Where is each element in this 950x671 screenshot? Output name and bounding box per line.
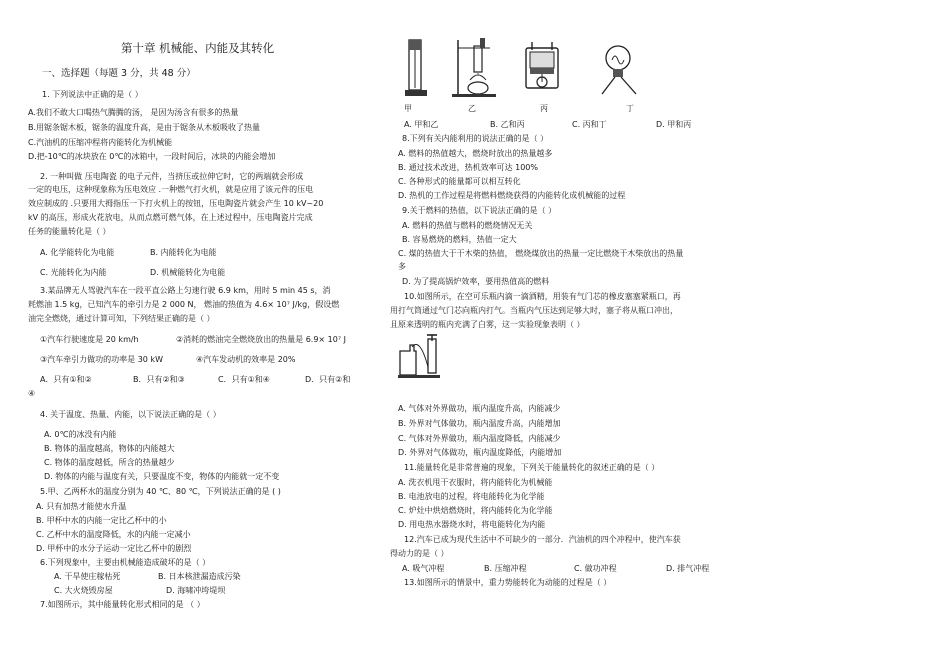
option-d: D. 外界对气体做功，瓶内温度降低，内能增加 — [398, 448, 562, 457]
option-d: D. 海啸冲垮堤坝 — [166, 586, 226, 595]
question-13-stem: 13.如图所示的情景中，重力势能转化为动能的过程是（ ） — [404, 578, 612, 587]
option-d: D．只有②和 — [305, 375, 351, 384]
figure-jia — [403, 36, 431, 98]
option-c: C. 炉灶中烘焙燃烧时，将内能转化为化学能 — [398, 506, 553, 515]
option-b: B. 日本核泄漏造成污染 — [158, 572, 241, 581]
figure-label-ding: 丁 — [626, 104, 634, 113]
option-c-wrap: 多 — [398, 262, 406, 271]
option-a: A．只有①和② — [40, 375, 92, 384]
option-a: A. 吸气冲程 — [402, 564, 445, 573]
q7-figure-row — [400, 36, 660, 102]
option-b: B．只有②和③ — [133, 375, 185, 384]
option-a: A. 化学能转化为电能 — [40, 248, 115, 257]
option-d: D. 为了提高锅炉效率，要用热值高的燃料 — [402, 277, 550, 286]
option-a: A. 只有加热才能使水升温 — [36, 502, 127, 511]
option-c: C. 做功冲程 — [574, 564, 617, 573]
option-c: C. 气体对外界做功，瓶内温度降低，内能减少 — [398, 434, 561, 443]
question-stem: 11.能量转化是非常普遍的现象，下列关于能量转化的叙述正确的是（ ） — [404, 463, 660, 472]
option-b: B. 通过技术改进，热机效率可达 100% — [398, 163, 538, 172]
option-a: A.我们不敢大口喝热气腾腾的汤， 是因为汤含有很多的热量 — [28, 108, 239, 117]
option-d-wrap: ④ — [28, 389, 36, 398]
question-stem: 6.下列现象中，主要由机械能造成破坏的是（ ） — [40, 558, 211, 567]
option-b: B.用锯条锯木板，锯条的温度升高，是由于锯条从木板吸收了热量 — [28, 123, 261, 132]
option-b: B. 外界对气体做功，瓶内温度升高，内能增加 — [398, 419, 561, 428]
option-c: C. 物体的温度越低，所含的热量越少 — [44, 458, 175, 467]
option-a: A. 0℃的冰没有内能 — [44, 430, 117, 439]
question-stem: 8.下列有关内能利用的说法正确的是（ ） — [402, 134, 549, 143]
question-stem-line: 3.某品牌无人驾驶汽车在一段平直公路上匀速行驶 6.9 km，用时 5 min 45 s，消 — [40, 286, 331, 295]
statement-2: ②消耗的燃油完全燃烧放出的热量是 6.9× 10⁷ J — [176, 335, 346, 344]
question-stem: 4. 关于温度、热量、内能，以下说法正确的是（ ） — [40, 410, 221, 419]
figure-label-bing: 丙 — [540, 104, 548, 113]
question-stem-line: 且原来透明的瓶内充满了白雾，这一实验现象表明（ ） — [390, 320, 585, 329]
question-stem-line: 12.汽车已成为现代生活中不可缺少的一部分．汽油机的四个冲程中，使汽车获 — [404, 535, 681, 544]
question-7-stem: 7.如图所示，其中能量转化形式相同的是 （ ） — [40, 600, 205, 609]
figure-label-jia: 甲 — [404, 104, 412, 113]
figure-ding — [596, 38, 640, 98]
question-stem-line: 任务的能量转化是（ ） — [28, 227, 111, 236]
option-b: B. 容易燃烧的燃料，热值一定大 — [402, 235, 517, 244]
figure-label-yi: 乙 — [468, 104, 476, 113]
option-c: C. 煤的热值大于干木柴的热值， 燃烧煤放出的热量一定比燃烧干木柴放出的热量 — [398, 249, 684, 258]
figure-yi — [450, 36, 500, 98]
question-stem: 9.关于燃料的热值，以下说法正确的是（ ） — [402, 206, 557, 215]
option-d: D. 物体的内能与温度有关，只要温度不变，物体的内能就一定不变 — [44, 472, 280, 481]
option-a: A. 燃料的热值与燃料的燃烧情况无关 — [402, 221, 533, 230]
option-d: D.把-10℃的冰块放在 0℃的冰箱中，一段时间后，冰块的内能会增加 — [28, 152, 276, 161]
option-b: B. 电池放电的过程，将电能转化为化学能 — [398, 492, 545, 501]
question-stem-line: 耗燃油 1.5 kg，已知汽车的牵引力是 2 000 N， 燃油的热值为 4.6× 10⁷ J/kg，假设燃 — [28, 300, 340, 309]
chapter-title: 第十章 机械能、内能及其转化 — [121, 41, 275, 55]
option-b: B. 物体的温度越高，物体的内能越大 — [44, 444, 175, 453]
option-a: A. 甲和乙 — [404, 120, 439, 129]
question-stem-line: 油完全燃烧，通过计算可知，下列结果正确的是（ ） — [28, 314, 215, 323]
option-a: A. 气体对外界做功，瓶内温度升高，内能减少 — [398, 404, 561, 413]
option-c: C. 丙和丁 — [572, 120, 607, 129]
figure-bing — [522, 40, 562, 96]
option-d: D. 甲杯中的水分子运动一定比乙杯中的剧烈 — [36, 544, 192, 553]
question-stem-line: 效应制成的 .只要用大拇指压一下打火机上的按钮，压电陶瓷片就会产生 10 kV~20 — [28, 199, 324, 208]
option-b: B. 内能转化为电能 — [150, 248, 217, 257]
option-d: D. 排气冲程 — [666, 564, 710, 573]
question-stem-line: 得动力的是（ ） — [390, 549, 449, 558]
option-a: A. 洗衣机甩干衣服时，将内能转化为机械能 — [398, 478, 553, 487]
question-stem-line: 10.如图所示，在空可乐瓶内滴一滴酒精，用装有气门芯的橡皮塞塞紧瓶口，再 — [404, 292, 681, 301]
option-d: D. 热机的工作过程是将燃料燃烧获得的内能转化成机械能的过程 — [398, 191, 626, 200]
option-c: C. 光能转化为内能 — [40, 268, 107, 277]
option-d: D. 甲和丙 — [656, 120, 692, 129]
section-heading: 一、选择题（每题 3 分，共 48 分） — [42, 68, 196, 79]
option-b: B. 甲杯中水的内能一定比乙杯中的小 — [36, 516, 167, 525]
option-c: C. 各种形式的能量都可以相互转化 — [398, 177, 521, 186]
option-d: D. 用电热水器烧水时，将电能转化为内能 — [398, 520, 546, 529]
option-a: A. 干旱使庄稼枯死 — [54, 572, 121, 581]
question-stem-line: 一定的电压，这种现象称为压电效应 .一种燃气打火机，就是应用了该元件的压电 — [28, 185, 314, 194]
question-stem-line: 用打气筒通过气门芯向瓶内打气。当瓶内气压达到足够大时，塞子将从瓶口冲出， — [390, 306, 678, 315]
option-b: B. 压缩冲程 — [484, 564, 527, 573]
question-stem: 1. 下列说法中正确的是（ ） — [42, 90, 143, 99]
question-stem-line: 2. 一种叫做 压电陶瓷 的电子元件，当挤压或拉伸它时，它的两端就会形成 — [40, 172, 304, 181]
option-d: D. 机械能转化为电能 — [150, 268, 226, 277]
option-c: C.汽油机的压缩冲程将内能转化为机械能 — [28, 138, 173, 147]
statement-4: ④汽车发动机的效率是 20% — [196, 355, 296, 364]
option-c: C．只有①和④ — [218, 375, 270, 384]
question-stem: 5.甲、乙两杯水的温度分别为 40 ℃、80 ℃，下列说法正确的是 ( ) — [40, 487, 281, 496]
option-c: C. 大火烧毁房屋 — [54, 586, 113, 595]
question-stem-line: kV 的高压，形成火花放电，从而点燃可燃气体，在上述过程中，压电陶瓷片完成 — [28, 213, 313, 222]
option-c: C. 乙杯中水的温度降低，水的内能一定减小 — [36, 530, 191, 539]
bottle-pump-figure — [396, 333, 442, 379]
statement-3: ③汽车牵引力做功的功率是 30 kW — [40, 355, 163, 364]
option-b: B. 乙和丙 — [490, 120, 525, 129]
option-a: A. 燃料的热值越大，燃烧时放出的热量越多 — [398, 149, 553, 158]
statement-1: ①汽车行驶速度是 20 km/h — [40, 335, 139, 344]
